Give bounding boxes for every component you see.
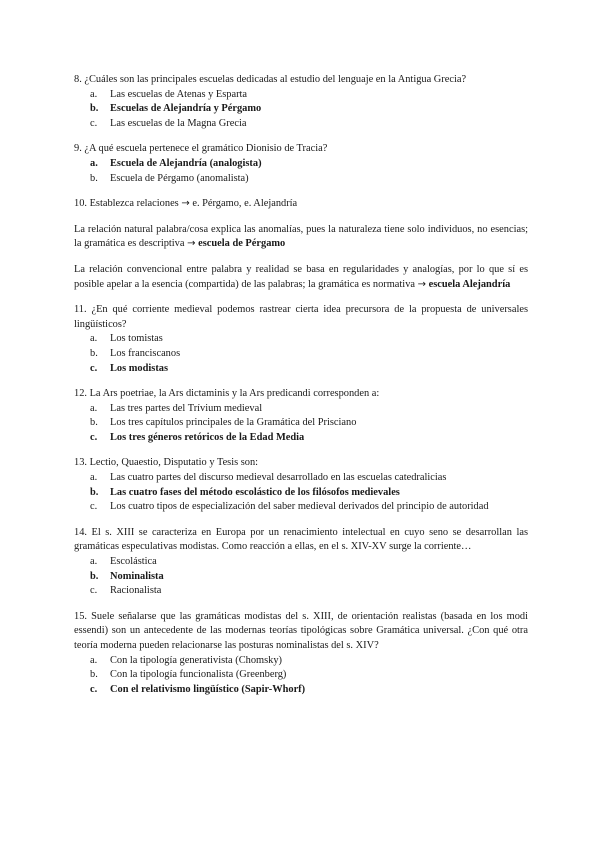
option-mark: c. <box>90 585 98 597</box>
option-a-correct <box>74 157 528 172</box>
option-b <box>74 416 528 431</box>
option-mark: b. <box>90 669 98 681</box>
option-b-correct <box>74 570 528 585</box>
question-text: 15. Suele señalarse que las gramáticas modistas del s. XIII, de orientación realistas (basada en los modi essendi) son un antecedente de las modernas teorías tipológicas sobre Gramática universal. ¿Con qué otra teoría moderna pueden relacionarse las posturas nominalistas del s. XIV? <box>74 610 528 651</box>
option-text: Los tres capítulos principales de la Gramática del Prisciano <box>110 417 357 429</box>
arrow-right-icon: → <box>181 198 190 210</box>
paragraph-answer: escuela de Pérgamo <box>198 238 286 250</box>
option-text: Nominalista <box>110 570 164 582</box>
question-text: 9. ¿A qué escuela pertenece el gramático Dionisio de Tracia? <box>74 143 328 155</box>
option-text: Escuela de Pérgamo (anomalista) <box>110 172 249 184</box>
option-text: Los cuatro tipos de especialización del saber medieval derivados del principio de autoridad <box>110 501 489 513</box>
option-c <box>74 584 528 599</box>
question-13 <box>74 456 528 514</box>
option-text: Escolástica <box>110 556 157 568</box>
question-8 <box>74 73 528 131</box>
option-mark: a. <box>90 556 98 568</box>
option-mark: a. <box>90 654 98 666</box>
option-text: Los modistas <box>110 362 169 374</box>
option-mark: c. <box>90 501 98 513</box>
option-a <box>74 555 528 570</box>
option-list <box>74 654 528 698</box>
question-12 <box>74 387 528 445</box>
option-list <box>74 332 528 376</box>
option-b-correct <box>74 486 528 501</box>
option-text: Con la tipología generativista (Chomsky) <box>110 654 282 666</box>
option-b <box>74 172 528 187</box>
option-text: Las cuatro fases del método escolástico de los filósofos medievales <box>110 486 400 498</box>
option-mark: b. <box>90 172 98 184</box>
option-c-correct <box>74 362 528 377</box>
option-mark: b. <box>90 570 99 582</box>
arrow-right-icon: → <box>417 278 426 290</box>
option-list <box>74 157 528 186</box>
option-text: Las escuelas de Atenas y Esparta <box>110 88 248 100</box>
option-list <box>74 555 528 599</box>
option-c <box>74 117 528 132</box>
question-text-main: 10. Establezca relaciones <box>74 198 179 210</box>
option-c-correct <box>74 431 528 446</box>
option-a <box>74 88 528 103</box>
option-text: Los tres géneros retóricos de la Edad Media <box>110 431 305 443</box>
option-c <box>74 500 528 515</box>
option-a <box>74 332 528 347</box>
option-mark: c. <box>90 117 98 129</box>
question-text: 11. ¿En qué corriente medieval podemos rastrear cierta idea precursora de la propuesta de universales lingüísticos? <box>74 304 528 330</box>
option-mark: b. <box>90 347 98 359</box>
question-text: 13. Lectio, Quaestio, Disputatio y Tesis son: <box>74 457 259 469</box>
option-text: Las escuelas de la Magna Grecia <box>110 117 247 129</box>
option-b <box>74 347 528 362</box>
option-b-correct <box>74 102 528 117</box>
question-15 <box>74 610 528 698</box>
question-text: 12. La Ars poetriae, la Ars dictaminis y la Ars predicandi corresponden a: <box>74 388 380 400</box>
option-mark: a. <box>90 88 98 100</box>
option-mark: a. <box>90 472 98 484</box>
option-mark: c. <box>90 431 98 443</box>
option-mark: b. <box>90 103 99 115</box>
option-text: Las tres partes del Trívium medieval <box>110 402 263 414</box>
question-text: 14. El s. XIII se caracteriza en Europa por un renacimiento intelectual en cuyo seno se desarrollan las gramáticas especulativas modistas. Como reacción a ellas, en el s. XIV-XV surge la corriente… <box>74 526 528 553</box>
option-mark: a. <box>90 157 98 169</box>
option-mark: b. <box>90 417 98 429</box>
paragraph-text: La relación natural palabra/cosa explica las anomalías, pues la naturaleza tiene solo individuos, no esencias; la gramática es descriptiva <box>74 223 528 250</box>
option-list <box>74 88 528 132</box>
option-b <box>74 668 528 683</box>
option-text: Con el relativismo lingüístico (Sapir-Whorf) <box>110 683 306 695</box>
option-mark: b. <box>90 486 99 498</box>
option-list <box>74 471 528 515</box>
option-c-correct <box>74 683 528 698</box>
option-mark: a. <box>90 333 98 345</box>
answer-paragraph-pergamo <box>74 223 528 252</box>
option-text: Los tomistas <box>110 333 163 345</box>
option-text: Escuela de Alejandría (analogista) <box>110 157 262 169</box>
option-mark: c. <box>90 683 98 695</box>
question-14 <box>74 526 528 599</box>
option-a <box>74 471 528 486</box>
paragraph-text: La relación convencional entre palabra y realidad se basa en regularidades y analogías, por lo que sí es posible apelar a la esencia (compartida) de las palabras; la gramática es normativa <box>74 263 528 290</box>
option-text: Racionalista <box>110 585 162 597</box>
question-10 <box>74 197 528 212</box>
option-a <box>74 402 528 417</box>
option-text: Escuelas de Alejandría y Pérgamo <box>110 103 262 115</box>
option-a <box>74 654 528 669</box>
option-text: Los franciscanos <box>110 347 181 359</box>
question-9 <box>74 142 528 186</box>
answer-paragraph-alejandria <box>74 263 528 292</box>
option-text: Con la tipología funcionalista (Greenberg) <box>110 669 287 681</box>
question-text <box>74 197 528 212</box>
arrow-right-icon: → <box>187 238 196 250</box>
question-text-suffix: e. Pérgamo, e. Alejandría <box>192 198 298 210</box>
paragraph-answer: escuela Alejandría <box>428 278 511 290</box>
option-list <box>74 402 528 446</box>
exam-page <box>74 73 528 708</box>
question-11 <box>74 303 528 376</box>
option-text: Las cuatro partes del discurso medieval desarrollado en las escuelas catedralicias <box>110 472 447 484</box>
option-mark: a. <box>90 402 98 414</box>
option-mark: c. <box>90 362 98 374</box>
question-text: 8. ¿Cuáles son las principales escuelas dedicadas al estudio del lenguaje en la Antigua Grecia? <box>74 74 467 85</box>
